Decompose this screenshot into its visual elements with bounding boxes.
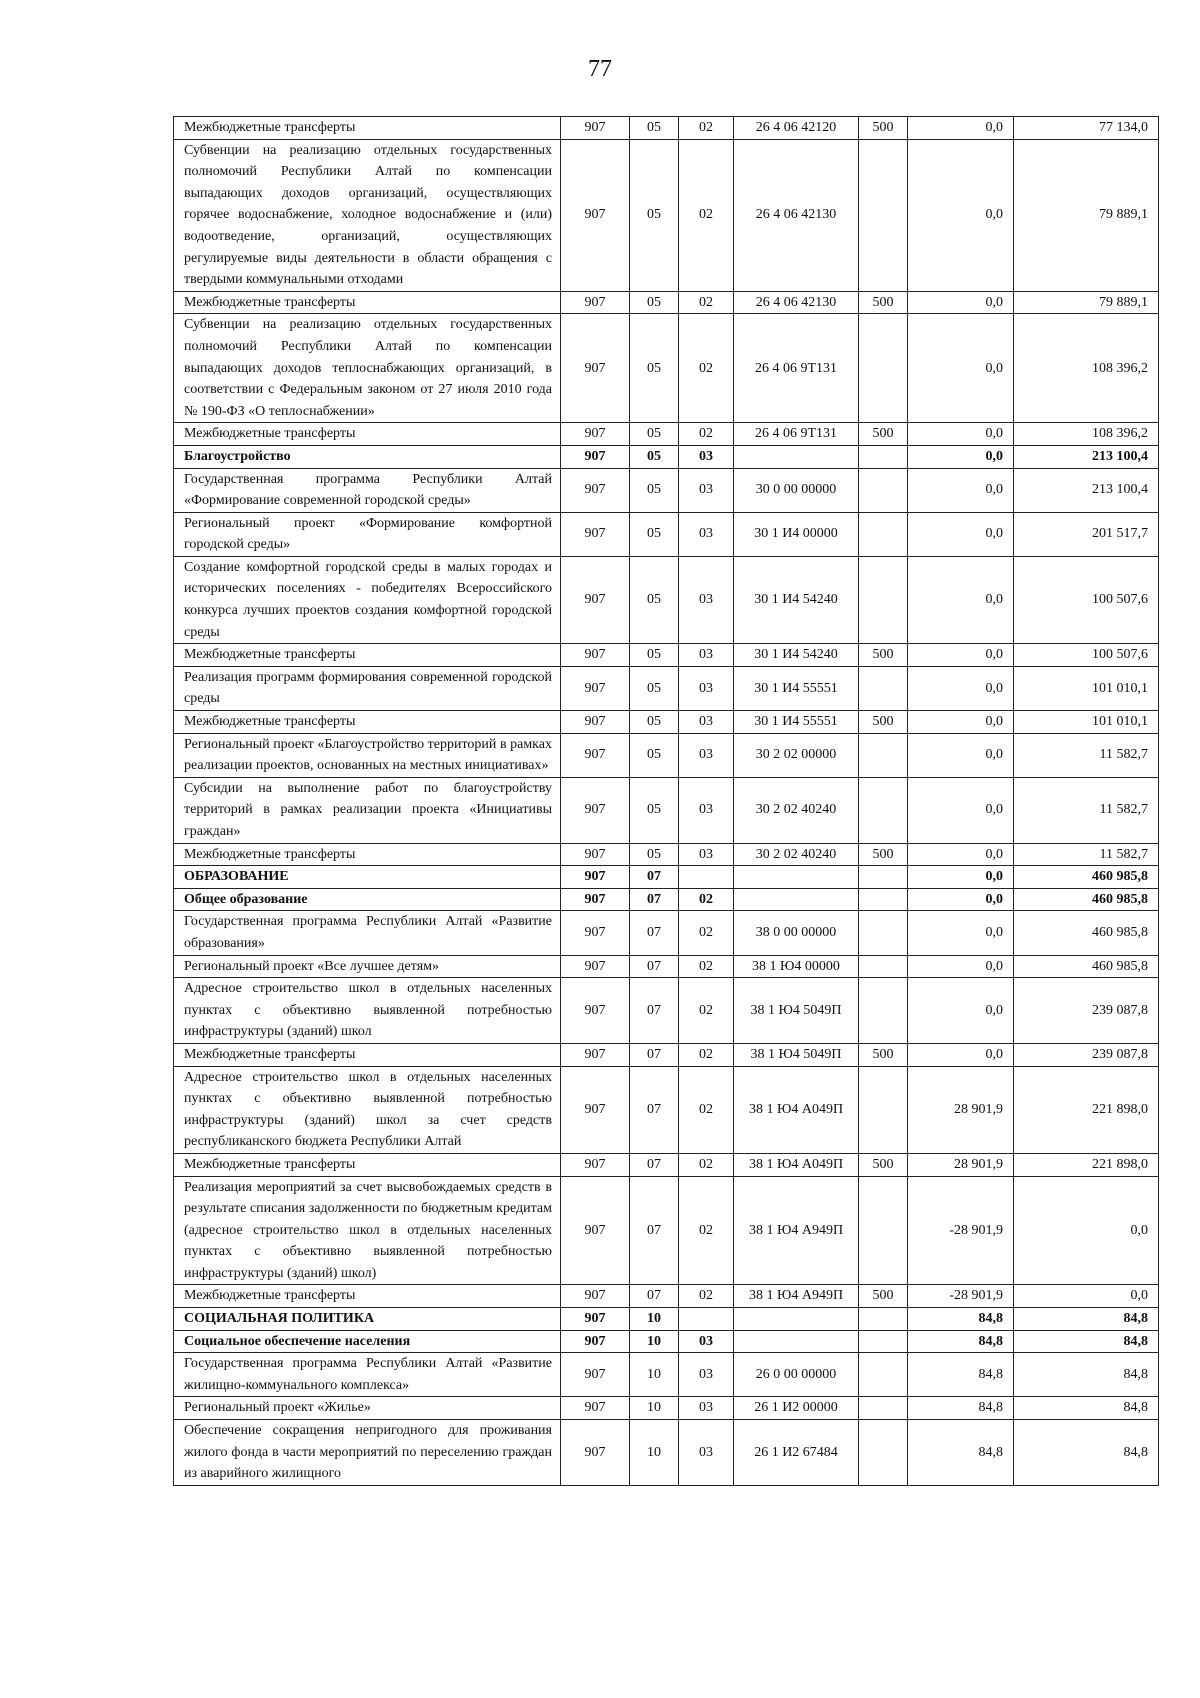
row-amount-total-cell: 221 898,0 (1014, 1153, 1159, 1176)
row-name-cell: Государственная программа Республики Алтай «Формирование современной городской среды» (174, 468, 561, 512)
row-amount-change-cell: 0,0 (908, 512, 1014, 556)
table-row (174, 423, 1159, 446)
row-subsection-cell: 03 (679, 1420, 734, 1486)
row-target-article-cell: 38 1 Ю4 А049П (734, 1153, 859, 1176)
table-row (174, 1308, 1159, 1331)
row-name-cell: Региональный проект «Благоустройство территорий в рамках реализации проектов, основанных на местных инициативах» (174, 733, 561, 777)
row-amount-total-cell: 0,0 (1014, 1176, 1159, 1285)
row-target-article-cell: 26 0 00 00000 (734, 1353, 859, 1397)
table-row (174, 117, 1159, 140)
row-admin-code-cell: 907 (561, 843, 630, 866)
row-expense-type-cell (859, 1066, 908, 1153)
row-subsection-cell: 03 (679, 1330, 734, 1353)
row-subsection-cell: 02 (679, 423, 734, 446)
row-amount-change-cell: 0,0 (908, 423, 1014, 446)
row-amount-total-cell: 101 010,1 (1014, 711, 1159, 734)
row-subsection-cell: 02 (679, 314, 734, 423)
row-name-cell: Субсидии на выполнение работ по благоустройству территорий в рамках реализации проекта «Инициативы граждан» (174, 777, 561, 843)
table-row (174, 1353, 1159, 1397)
row-name-cell: Социальное обеспечение населения (174, 1330, 561, 1353)
row-subsection-cell: 02 (679, 911, 734, 955)
row-admin-code-cell: 907 (561, 955, 630, 978)
row-name-cell: Межбюджетные трансферты (174, 1043, 561, 1066)
row-name-cell: ОБРАЗОВАНИЕ (174, 866, 561, 889)
row-amount-change-cell: 0,0 (908, 955, 1014, 978)
row-admin-code-cell: 907 (561, 711, 630, 734)
row-expense-type-cell: 500 (859, 1043, 908, 1066)
row-amount-change-cell: 0,0 (908, 644, 1014, 667)
row-admin-code-cell: 907 (561, 1420, 630, 1486)
row-amount-change-cell: 0,0 (908, 843, 1014, 866)
row-target-article-cell: 26 4 06 42120 (734, 117, 859, 140)
row-amount-change-cell: 0,0 (908, 468, 1014, 512)
row-expense-type-cell (859, 888, 908, 911)
row-admin-code-cell: 907 (561, 512, 630, 556)
row-name-cell: СОЦИАЛЬНАЯ ПОЛИТИКА (174, 1308, 561, 1331)
row-amount-total-cell: 460 985,8 (1014, 866, 1159, 889)
row-admin-code-cell: 907 (561, 733, 630, 777)
row-section-cell: 10 (630, 1330, 679, 1353)
row-admin-code-cell: 907 (561, 1285, 630, 1308)
row-subsection-cell: 03 (679, 1353, 734, 1397)
row-amount-change-cell: 0,0 (908, 711, 1014, 734)
row-name-cell: Межбюджетные трансферты (174, 711, 561, 734)
row-amount-total-cell: 460 985,8 (1014, 888, 1159, 911)
row-name-cell: Межбюджетные трансферты (174, 291, 561, 314)
row-section-cell: 10 (630, 1420, 679, 1486)
row-target-article-cell: 38 1 Ю4 5049П (734, 1043, 859, 1066)
row-name-cell: Государственная программа Республики Алтай «Развитие жилищно-коммунального комплекса» (174, 1353, 561, 1397)
row-subsection-cell: 02 (679, 888, 734, 911)
row-expense-type-cell (859, 468, 908, 512)
row-section-cell: 05 (630, 666, 679, 710)
row-expense-type-cell (859, 556, 908, 643)
row-expense-type-cell (859, 1330, 908, 1353)
row-amount-change-cell: 0,0 (908, 866, 1014, 889)
table-row (174, 1153, 1159, 1176)
row-admin-code-cell: 907 (561, 644, 630, 667)
row-target-article-cell (734, 888, 859, 911)
row-amount-change-cell: -28 901,9 (908, 1285, 1014, 1308)
row-name-cell: Субвенции на реализацию отдельных государственных полномочий Республики Алтай по компенсации выпадающих доходов организаций, осуществляющих горячее водоснабжение, холодное водоснабжение и (или) водоотведение, организаций, осуществляющих регулируемые виды деятельности в области обращения с твердыми коммунальными отходами (174, 139, 561, 291)
row-section-cell: 05 (630, 777, 679, 843)
row-admin-code-cell: 907 (561, 445, 630, 468)
row-name-cell: Межбюджетные трансферты (174, 1285, 561, 1308)
row-expense-type-cell (859, 1308, 908, 1331)
table-row (174, 139, 1159, 291)
row-target-article-cell: 38 1 Ю4 5049П (734, 978, 859, 1044)
budget-table (173, 116, 1159, 1486)
row-section-cell: 05 (630, 556, 679, 643)
row-amount-change-cell: 0,0 (908, 445, 1014, 468)
row-expense-type-cell: 500 (859, 644, 908, 667)
table-row (174, 866, 1159, 889)
row-amount-total-cell: 84,8 (1014, 1308, 1159, 1331)
row-expense-type-cell: 500 (859, 1153, 908, 1176)
row-amount-change-cell: 84,8 (908, 1308, 1014, 1331)
row-section-cell: 07 (630, 866, 679, 889)
table-row (174, 777, 1159, 843)
row-amount-change-cell: 0,0 (908, 291, 1014, 314)
row-name-cell: Межбюджетные трансферты (174, 843, 561, 866)
row-admin-code-cell: 907 (561, 1330, 630, 1353)
row-target-article-cell: 38 1 Ю4 А949П (734, 1285, 859, 1308)
row-section-cell: 05 (630, 117, 679, 140)
row-expense-type-cell (859, 1353, 908, 1397)
table-row (174, 711, 1159, 734)
row-amount-total-cell: 11 582,7 (1014, 777, 1159, 843)
row-section-cell: 07 (630, 1176, 679, 1285)
table-row (174, 843, 1159, 866)
row-target-article-cell: 30 1 И4 55551 (734, 711, 859, 734)
row-admin-code-cell: 907 (561, 1153, 630, 1176)
table-row (174, 666, 1159, 710)
row-target-article-cell: 30 1 И4 55551 (734, 666, 859, 710)
row-name-cell: Создание комфортной городской среды в малых городах и исторических поселениях - победителях Всероссийского конкурса лучших проектов создания комфортной городской среды (174, 556, 561, 643)
row-amount-total-cell: 100 507,6 (1014, 556, 1159, 643)
row-subsection-cell: 03 (679, 512, 734, 556)
row-subsection-cell: 03 (679, 843, 734, 866)
row-amount-total-cell: 100 507,6 (1014, 644, 1159, 667)
table-row (174, 911, 1159, 955)
row-expense-type-cell: 500 (859, 423, 908, 446)
row-amount-total-cell: 221 898,0 (1014, 1066, 1159, 1153)
row-target-article-cell: 38 1 Ю4 А949П (734, 1176, 859, 1285)
row-expense-type-cell: 500 (859, 711, 908, 734)
row-admin-code-cell: 907 (561, 911, 630, 955)
row-amount-change-cell: 0,0 (908, 978, 1014, 1044)
row-amount-total-cell: 239 087,8 (1014, 978, 1159, 1044)
table-row (174, 1330, 1159, 1353)
row-admin-code-cell: 907 (561, 1308, 630, 1331)
row-section-cell: 07 (630, 1066, 679, 1153)
row-section-cell: 07 (630, 888, 679, 911)
row-subsection-cell: 02 (679, 1153, 734, 1176)
row-section-cell: 10 (630, 1353, 679, 1397)
table-row (174, 512, 1159, 556)
row-target-article-cell (734, 1308, 859, 1331)
row-expense-type-cell (859, 666, 908, 710)
row-amount-change-cell: 0,0 (908, 666, 1014, 710)
row-subsection-cell: 03 (679, 733, 734, 777)
row-section-cell: 05 (630, 314, 679, 423)
table-row (174, 291, 1159, 314)
row-expense-type-cell (859, 978, 908, 1044)
table-row (174, 1066, 1159, 1153)
row-admin-code-cell: 907 (561, 1353, 630, 1397)
row-admin-code-cell: 907 (561, 866, 630, 889)
row-expense-type-cell (859, 512, 908, 556)
row-admin-code-cell: 907 (561, 1043, 630, 1066)
row-amount-total-cell: 108 396,2 (1014, 314, 1159, 423)
row-target-article-cell: 30 1 И4 54240 (734, 644, 859, 667)
row-name-cell: Благоустройство (174, 445, 561, 468)
row-amount-total-cell: 460 985,8 (1014, 911, 1159, 955)
row-amount-total-cell: 79 889,1 (1014, 291, 1159, 314)
row-amount-total-cell: 101 010,1 (1014, 666, 1159, 710)
row-target-article-cell: 26 1 И2 00000 (734, 1397, 859, 1420)
row-section-cell: 05 (630, 445, 679, 468)
row-admin-code-cell: 907 (561, 1176, 630, 1285)
row-subsection-cell: 03 (679, 445, 734, 468)
row-subsection-cell (679, 1308, 734, 1331)
table-row (174, 1176, 1159, 1285)
row-expense-type-cell (859, 1420, 908, 1486)
row-expense-type-cell: 500 (859, 291, 908, 314)
row-target-article-cell (734, 866, 859, 889)
row-target-article-cell: 26 4 06 42130 (734, 139, 859, 291)
row-expense-type-cell (859, 1176, 908, 1285)
row-subsection-cell: 02 (679, 291, 734, 314)
row-expense-type-cell: 500 (859, 1285, 908, 1308)
row-section-cell: 05 (630, 711, 679, 734)
row-name-cell: Общее образование (174, 888, 561, 911)
row-name-cell: Межбюджетные трансферты (174, 423, 561, 446)
table-row (174, 978, 1159, 1044)
row-amount-change-cell: 0,0 (908, 911, 1014, 955)
row-target-article-cell: 26 4 06 9Т131 (734, 314, 859, 423)
row-subsection-cell: 03 (679, 711, 734, 734)
row-expense-type-cell: 500 (859, 117, 908, 140)
row-amount-total-cell: 239 087,8 (1014, 1043, 1159, 1066)
row-subsection-cell: 02 (679, 117, 734, 140)
row-name-cell: Адресное строительство школ в отдельных населенных пунктах с объективно выявленной потребностью инфраструктуры (зданий) школ за счет средств республиканского бюджета Республики Алтай (174, 1066, 561, 1153)
row-admin-code-cell: 907 (561, 777, 630, 843)
row-amount-change-cell: 0,0 (908, 556, 1014, 643)
table-body (174, 117, 1159, 1486)
row-target-article-cell: 26 4 06 9Т131 (734, 423, 859, 446)
row-amount-change-cell: 84,8 (908, 1397, 1014, 1420)
row-section-cell: 05 (630, 733, 679, 777)
row-section-cell: 07 (630, 1043, 679, 1066)
row-target-article-cell: 38 1 Ю4 А049П (734, 1066, 859, 1153)
row-name-cell: Региональный проект «Жилье» (174, 1397, 561, 1420)
row-name-cell: Субвенции на реализацию отдельных государственных полномочий Республики Алтай по компенсации выпадающих доходов теплоснабжающих организаций, в соответствии с Федеральным законом от 27 июля 2010 года № 190-ФЗ «О теплоснабжении» (174, 314, 561, 423)
row-subsection-cell: 02 (679, 978, 734, 1044)
row-subsection-cell: 03 (679, 1397, 734, 1420)
row-expense-type-cell (859, 1397, 908, 1420)
row-section-cell: 05 (630, 291, 679, 314)
row-target-article-cell: 26 4 06 42130 (734, 291, 859, 314)
row-amount-change-cell: -28 901,9 (908, 1176, 1014, 1285)
row-target-article-cell: 30 2 02 00000 (734, 733, 859, 777)
row-subsection-cell: 02 (679, 139, 734, 291)
row-amount-change-cell: 0,0 (908, 777, 1014, 843)
row-target-article-cell: 30 1 И4 54240 (734, 556, 859, 643)
row-section-cell: 05 (630, 843, 679, 866)
row-amount-change-cell: 84,8 (908, 1420, 1014, 1486)
row-admin-code-cell: 907 (561, 291, 630, 314)
row-name-cell: Реализация мероприятий за счет высвобождаемых средств в результате списания задолженности по бюджетным кредитам (адресное строительство школ в отдельных населенных пунктах с объективно выявленной потребностью инфраструктуры (зданий) школ) (174, 1176, 561, 1285)
table-row (174, 556, 1159, 643)
table-row (174, 468, 1159, 512)
row-name-cell: Межбюджетные трансферты (174, 1153, 561, 1176)
row-section-cell: 07 (630, 955, 679, 978)
row-amount-total-cell: 460 985,8 (1014, 955, 1159, 978)
row-section-cell: 05 (630, 139, 679, 291)
row-admin-code-cell: 907 (561, 423, 630, 446)
table-row (174, 314, 1159, 423)
row-amount-total-cell: 84,8 (1014, 1330, 1159, 1353)
row-subsection-cell: 02 (679, 1285, 734, 1308)
table-row (174, 1397, 1159, 1420)
row-expense-type-cell (859, 911, 908, 955)
table-row (174, 445, 1159, 468)
row-section-cell: 07 (630, 1153, 679, 1176)
row-amount-change-cell: 0,0 (908, 1043, 1014, 1066)
row-expense-type-cell (859, 955, 908, 978)
row-expense-type-cell (859, 777, 908, 843)
row-amount-change-cell: 84,8 (908, 1353, 1014, 1397)
row-section-cell: 05 (630, 423, 679, 446)
row-target-article-cell (734, 1330, 859, 1353)
row-expense-type-cell (859, 445, 908, 468)
row-expense-type-cell (859, 314, 908, 423)
row-amount-change-cell: 0,0 (908, 139, 1014, 291)
row-amount-change-cell: 0,0 (908, 314, 1014, 423)
table-row (174, 733, 1159, 777)
row-amount-total-cell: 108 396,2 (1014, 423, 1159, 446)
table-row (174, 888, 1159, 911)
row-amount-total-cell: 201 517,7 (1014, 512, 1159, 556)
row-admin-code-cell: 907 (561, 978, 630, 1044)
row-expense-type-cell (859, 866, 908, 889)
row-section-cell: 05 (630, 644, 679, 667)
row-amount-total-cell: 84,8 (1014, 1420, 1159, 1486)
row-subsection-cell: 02 (679, 1176, 734, 1285)
row-target-article-cell: 38 1 Ю4 00000 (734, 955, 859, 978)
row-name-cell: Межбюджетные трансферты (174, 117, 561, 140)
row-admin-code-cell: 907 (561, 556, 630, 643)
row-amount-change-cell: 0,0 (908, 117, 1014, 140)
row-subsection-cell: 03 (679, 468, 734, 512)
row-section-cell: 10 (630, 1308, 679, 1331)
row-name-cell: Реализация программ формирования современной городской среды (174, 666, 561, 710)
row-expense-type-cell (859, 733, 908, 777)
row-admin-code-cell: 907 (561, 1066, 630, 1153)
row-amount-total-cell: 213 100,4 (1014, 468, 1159, 512)
row-amount-total-cell: 11 582,7 (1014, 733, 1159, 777)
row-subsection-cell: 02 (679, 1066, 734, 1153)
row-name-cell: Государственная программа Республики Алтай «Развитие образования» (174, 911, 561, 955)
row-admin-code-cell: 907 (561, 139, 630, 291)
row-section-cell: 07 (630, 978, 679, 1044)
row-amount-total-cell: 11 582,7 (1014, 843, 1159, 866)
row-subsection-cell: 03 (679, 556, 734, 643)
row-section-cell: 07 (630, 1285, 679, 1308)
row-amount-change-cell: 0,0 (908, 888, 1014, 911)
row-admin-code-cell: 907 (561, 468, 630, 512)
row-amount-change-cell: 84,8 (908, 1330, 1014, 1353)
row-expense-type-cell: 500 (859, 843, 908, 866)
row-admin-code-cell: 907 (561, 117, 630, 140)
row-subsection-cell: 03 (679, 777, 734, 843)
row-amount-total-cell: 213 100,4 (1014, 445, 1159, 468)
row-amount-total-cell: 84,8 (1014, 1353, 1159, 1397)
row-name-cell: Обеспечение сокращения непригодного для проживания жилого фонда в части мероприятий по переселению граждан из аварийного жилищного (174, 1420, 561, 1486)
row-name-cell: Межбюджетные трансферты (174, 644, 561, 667)
row-name-cell: Региональный проект «Все лучшее детям» (174, 955, 561, 978)
row-subsection-cell (679, 866, 734, 889)
row-section-cell: 10 (630, 1397, 679, 1420)
row-admin-code-cell: 907 (561, 666, 630, 710)
row-name-cell: Адресное строительство школ в отдельных населенных пунктах с объективно выявленной потребностью инфраструктуры (зданий) школ (174, 978, 561, 1044)
row-target-article-cell: 30 1 И4 00000 (734, 512, 859, 556)
table-row (174, 1420, 1159, 1486)
row-expense-type-cell (859, 139, 908, 291)
row-amount-change-cell: 28 901,9 (908, 1066, 1014, 1153)
row-subsection-cell: 02 (679, 955, 734, 978)
row-amount-total-cell: 79 889,1 (1014, 139, 1159, 291)
table-row (174, 1285, 1159, 1308)
row-admin-code-cell: 907 (561, 1397, 630, 1420)
row-amount-change-cell: 0,0 (908, 733, 1014, 777)
row-target-article-cell (734, 445, 859, 468)
row-section-cell: 07 (630, 911, 679, 955)
row-amount-change-cell: 28 901,9 (908, 1153, 1014, 1176)
page-number: 77 (588, 56, 612, 82)
row-amount-total-cell: 84,8 (1014, 1397, 1159, 1420)
row-amount-total-cell: 77 134,0 (1014, 117, 1159, 140)
row-target-article-cell: 38 0 00 00000 (734, 911, 859, 955)
row-target-article-cell: 26 1 И2 67484 (734, 1420, 859, 1486)
row-target-article-cell: 30 2 02 40240 (734, 843, 859, 866)
row-amount-total-cell: 0,0 (1014, 1285, 1159, 1308)
row-subsection-cell: 03 (679, 666, 734, 710)
row-subsection-cell: 02 (679, 1043, 734, 1066)
row-section-cell: 05 (630, 512, 679, 556)
row-admin-code-cell: 907 (561, 888, 630, 911)
row-target-article-cell: 30 2 02 40240 (734, 777, 859, 843)
table-row (174, 955, 1159, 978)
table-row (174, 644, 1159, 667)
row-subsection-cell: 03 (679, 644, 734, 667)
table-row (174, 1043, 1159, 1066)
row-admin-code-cell: 907 (561, 314, 630, 423)
row-target-article-cell: 30 0 00 00000 (734, 468, 859, 512)
row-name-cell: Региональный проект «Формирование комфортной городской среды» (174, 512, 561, 556)
row-section-cell: 05 (630, 468, 679, 512)
